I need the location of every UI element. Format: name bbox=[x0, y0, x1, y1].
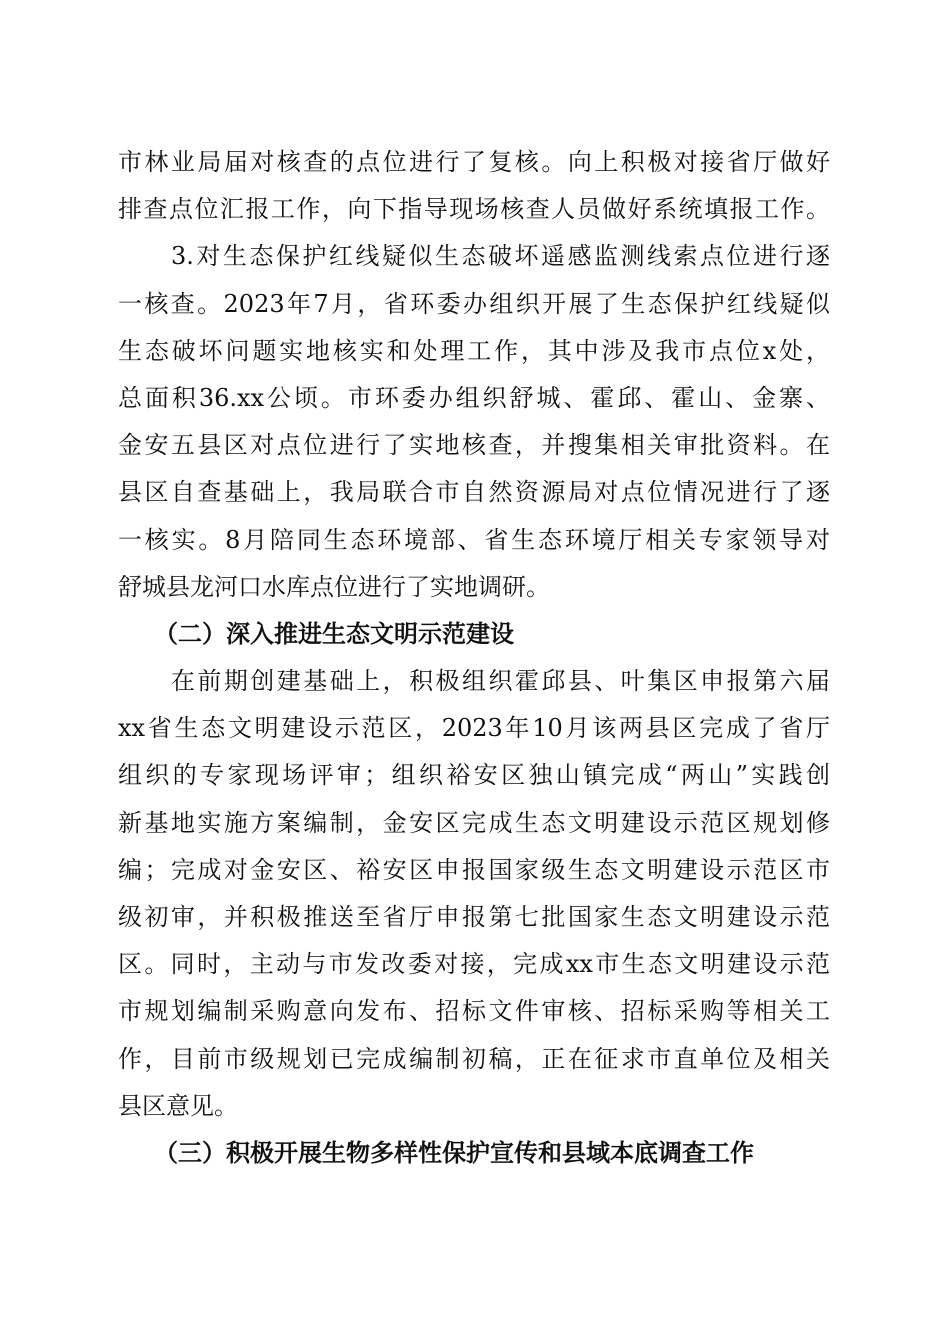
paragraph-line: 市林业局届对核查的点位进行了复核。向上积极对接省厅做好 bbox=[118, 148, 830, 176]
paragraph-line: 排查点位汇报工作，向下指导现场核查人员做好系统填报工作。 bbox=[118, 195, 830, 224]
paragraph-line: 金安五县区对点位进行了实地核查，并搜集相关审批资料。在 bbox=[118, 431, 830, 460]
paragraph-line: 县区自查基础上，我局联合市自然资源局对点位情况进行了逐 bbox=[118, 478, 830, 507]
paragraph-line: 新基地实施方案编制，金安区完成生态文明建设示范区规划修 bbox=[118, 808, 830, 837]
paragraph-line: 县区意见。 bbox=[118, 1091, 238, 1120]
paragraph-line: 一核实。8月陪同生态环境部、省生态环境厅相关专家领导对 bbox=[118, 525, 830, 554]
paragraph-line: 组织的专家现场评审；组织裕安区独山镇完成“两山”实践创 bbox=[118, 761, 830, 790]
paragraph-line: 编；完成对金安区、裕安区申报国家级生态文明建设示范区市 bbox=[118, 855, 830, 884]
paragraph-line: 生态破坏问题实地核实和处理工作，其中涉及我市点位x处， bbox=[118, 336, 830, 365]
paragraph-line: 在前期创建基础上，积极组织霍邱县、叶集区申报第六届 bbox=[118, 667, 830, 696]
paragraph-line: 一核查。2023年7月，省环委办组织开展了生态保护红线疑似 bbox=[118, 289, 830, 318]
paragraph-line: 3.对生态保护红线疑似生态破坏遥感监测线索点位进行逐 bbox=[118, 242, 830, 271]
paragraph-line: 总面积36.xx公顷。市环委办组织舒城、霍邱、霍山、金寨、 bbox=[118, 383, 830, 412]
paragraph-line: xx省生态文明建设示范区，2023年10月该两县区完成了省厅 bbox=[118, 714, 830, 743]
section-heading-2: （二）深入推进生态文明示范建设 bbox=[118, 619, 514, 648]
document-body bbox=[118, 139, 830, 1177]
section-heading-3: （三）积极开展生物多样性保护宣传和县域本底调查工作 bbox=[118, 1138, 754, 1167]
paragraph-line: 作，目前市级规划已完成编制初稿，正在征求市直单位及相关 bbox=[118, 1044, 830, 1073]
paragraph-line: 舒城县龙河口水库点位进行了实地调研。 bbox=[118, 572, 550, 601]
paragraph-line: 市规划编制采购意向发布、招标文件审核、招标采购等相关工 bbox=[118, 997, 830, 1026]
paragraph-line: 区。同时，主动与市发改委对接，完成xx市生态文明建设示范 bbox=[118, 950, 830, 979]
paragraph-line: 级初审，并积极推送至省厅申报第七批国家生态文明建设示范 bbox=[118, 903, 830, 931]
